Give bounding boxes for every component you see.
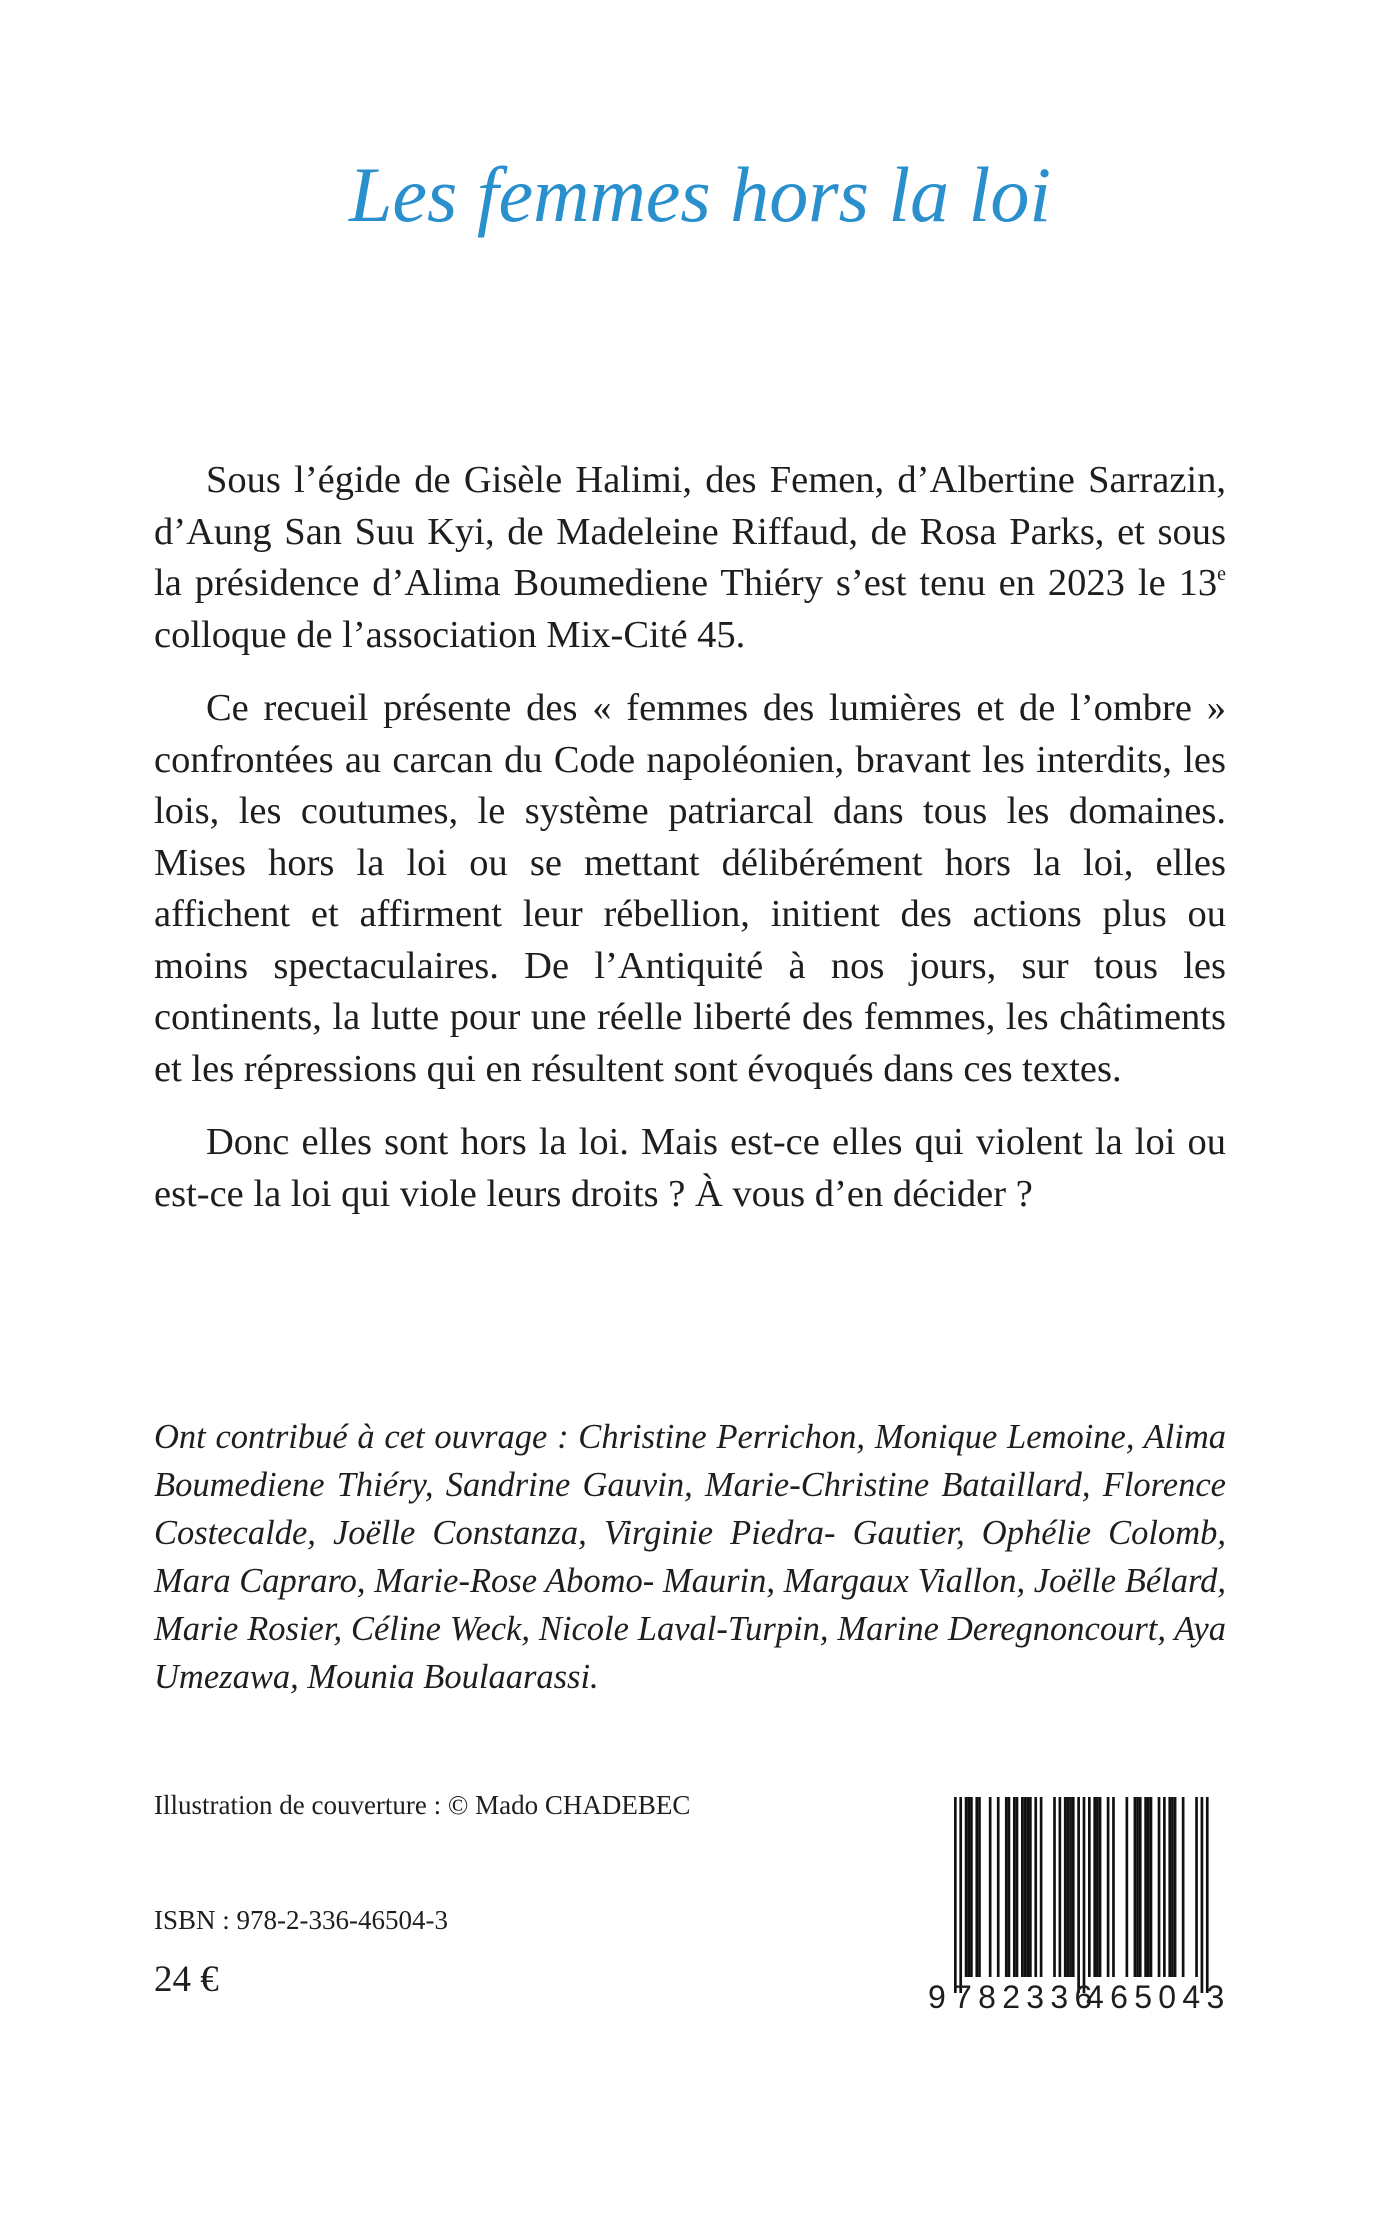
barcode-bar xyxy=(1126,1797,1129,1977)
barcode-first-digit: 9 xyxy=(928,1979,946,2015)
barcode-bar xyxy=(1107,1797,1110,1977)
barcode-bar xyxy=(1016,1797,1019,1977)
barcode-bar xyxy=(1201,1797,1204,1993)
barcode-bar xyxy=(1040,1797,1043,1977)
barcode-bar xyxy=(975,1797,978,1977)
barcode-bar xyxy=(1134,1797,1137,1977)
isbn: ISBN : 978-2-336-46504-3 xyxy=(154,1905,448,1935)
barcode-bar xyxy=(1171,1797,1174,1977)
barcode xyxy=(928,1797,1231,2015)
cover-illustration-credit: Illustration de couverture : © Mado CHADEBEC xyxy=(154,1790,691,1820)
barcode-bar xyxy=(978,1797,981,1977)
barcode-bar xyxy=(1008,1797,1011,1977)
barcode-bar xyxy=(1168,1797,1171,1977)
barcode-bar xyxy=(1088,1797,1091,1977)
barcode-bar xyxy=(1083,1797,1086,1993)
barcode-right-digits: 465043 xyxy=(1086,1979,1231,2015)
paragraph-1-end: colloque de l’association Mix-Cité 45. xyxy=(154,613,746,656)
barcode-bar xyxy=(1147,1797,1150,1977)
summary-paragraph-1 xyxy=(154,455,1226,661)
barcode-bar xyxy=(1034,1797,1037,1977)
contributors-list: Ont contribué à cet ouvrage : Christine Perrichon, Monique Lemoine, Alima Boumediene Thiéry, Sandrine Gauvin, Marie-Christine Bataillard, Florence Costecalde, Joëlle Constanza, Virginie Piedra- Gautier, Ophélie Colomb, Mara Capraro, Marie-Rose Abomo- Maurin, Margaux Viallon, Joëlle Bélard, Marie Rosier, Céline Weck, Nicole Laval-Turpin, Marine Deregnoncourt, Aya Umezawa, Mounia Boulaarassi. xyxy=(154,1418,1226,1696)
barcode-bar xyxy=(1069,1797,1072,1977)
barcode-bar xyxy=(1064,1797,1067,1977)
barcode-bar xyxy=(997,1797,1000,1977)
barcode-bar xyxy=(1150,1797,1153,1977)
barcode-bar xyxy=(1053,1797,1056,1977)
ordinal-superscript: e xyxy=(1217,563,1226,585)
barcode-bar xyxy=(1072,1797,1075,1977)
barcode-bar xyxy=(954,1797,957,1993)
summary-paragraph-3: Donc elles sont hors la loi. Mais est-ce elles qui violent la loi ou est-ce la loi qui viole leurs droits ? À vous d’en décider ? xyxy=(154,1121,1226,1215)
barcode-bar xyxy=(1163,1797,1166,1977)
barcode-bar xyxy=(1024,1797,1027,1977)
barcode-bar xyxy=(989,1797,992,1977)
barcode-bar xyxy=(1158,1797,1161,1977)
barcode-bar xyxy=(1206,1797,1209,1993)
barcode-bar xyxy=(1026,1797,1029,1977)
summary-paragraph-2: Ce recueil présente des « femmes des lumières et de l’ombre » confrontées au carcan du Code napoléonien, bravant les interdits, les lois, les coutumes, le système patriarcal dans tous les domaines. Mises hors la loi ou se mettant délibérément hors la loi, elles affichent et affirment leur rébellion, initient des actions plus ou moins spectaculaires. De l’Antiquité à nos jours, sur tous les continents, la lutte pour une réelle liberté des femmes, les châtiments et les répressions qui en résultent sont évoqués dans ces textes. xyxy=(154,687,1226,1090)
summary-text xyxy=(154,455,1226,1242)
barcode-bar xyxy=(1067,1797,1070,1977)
barcode-bar xyxy=(967,1797,970,1977)
barcode-bar xyxy=(959,1797,962,1993)
barcode-bar xyxy=(1136,1797,1139,1977)
barcode-bar xyxy=(1099,1797,1102,1977)
barcode-bar xyxy=(1096,1797,1099,1977)
barcode-bar xyxy=(1174,1797,1177,1977)
barcode-bar xyxy=(965,1797,968,1977)
barcode-left-digits: 782336 xyxy=(954,1979,1099,2015)
paragraph-1-start: Sous l’égide de Gisèle Halimi, des Femen, d’Albertine Sarrazin, d’Aung San Suu Kyi, de Madeleine Riffaud, de Rosa Parks, et sous la présidence d’Alima Boumediene Thiéry s’est tenu en 2023 le 13 xyxy=(154,459,1226,604)
barcode-bar xyxy=(1005,1797,1008,1977)
barcode-bar xyxy=(1077,1797,1080,1993)
barcode-bar xyxy=(970,1797,973,1977)
price: 24 € xyxy=(154,1959,219,2000)
barcode-bar xyxy=(1021,1797,1024,1977)
book-title: Les femmes hors la loi xyxy=(349,151,1051,238)
barcode-bar xyxy=(1013,1797,1016,1977)
barcode-bar xyxy=(1195,1797,1198,1977)
barcode-bar xyxy=(1182,1797,1185,1977)
barcode-bar xyxy=(1112,1797,1115,1977)
barcode-bar xyxy=(1139,1797,1142,1977)
barcode-bar xyxy=(1144,1797,1147,1977)
barcode-bar xyxy=(1029,1797,1032,1977)
barcode-bar xyxy=(1059,1797,1062,1977)
barcode-bar xyxy=(1093,1797,1096,1977)
